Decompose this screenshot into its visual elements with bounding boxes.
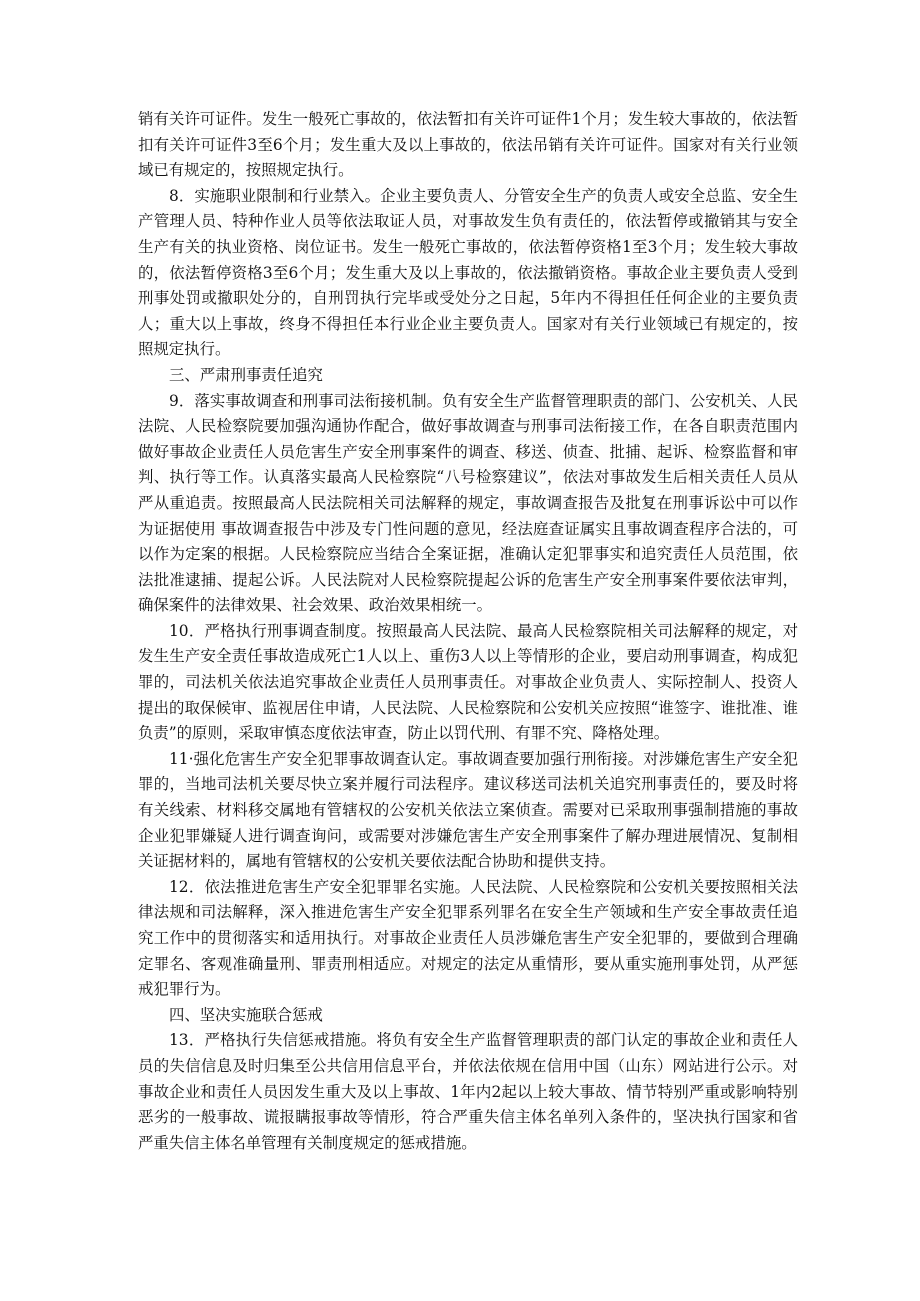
paragraph-license-penalty-continued: 销有关许可证件。发生一般死亡事故的，依法暂扣有关许可证件1个月；发生较大事故的，依法暂扣有关许可证件3至6个月；发生重大及以上事故的，依法吊销有关许可证件。国家对有关行业领域已有规定的，按照规定执行。 [138, 110, 798, 180]
paragraph-13-credit-punishment: 13．严格执行失信惩戒措施。将负有安全生产监督管理职责的部门认定的事故企业和责任人员的失信信息及时归集至公共信用信息平台，并依法依规在信用中国（山东）网站进行公示。对事故企业和责任人员因发生重大及以上事故、1年内2起以上较大事故、情节特别严重或影响特别恶劣的一般事故、谎报瞒报事故等情形，符合严重失信主体名单列入条件的，坚决执行国家和省严重失信主体名单管理有关制度规定的惩戒措施。 [138, 1031, 798, 1152]
paragraph-10-criminal-investigation: 10．严格执行刑事调查制度。按照最高人民法院、最高人民检察院相关司法解释的规定，对发生生产安全责任事故造成死亡1人以上、重伤3人以上等情形的企业，要启动刑事调查，构成犯罪的，司法机关依法追究事故企业责任人员刑事责任。对事故企业负责人、实际控制人、投资人提出的取保候审、监视居住申请，人民法院、人民检察院和公安机关应按照“谁签字、谁批准、谁负责”的原则，采取审慎态度依法审查，防止以罚代刑、有罪不究、降格处理。 [138, 621, 798, 743]
paragraph-11-crime-investigation: 11·强化危害生产安全犯罪事故调查认定。事故调查要加强行刑衔接。对涉嫌危害生产安全犯罪的，当地司法机关要尽快立案并履行司法程序。建议移送司法机关追究刑事责任的，要及时将有关线索、材料移交属地有管辖权的公安机关依法立案侦查。需要对已采取刑事强制措施的事故企业犯罪嫌疑人进行调查询问，或需要对涉嫌危害生产安全刑事案件了解办理进展情况、复制相关证据材料的，属地有管辖权的公安机关要依法配合协助和提供支持。 [138, 749, 798, 871]
document-body [138, 107, 798, 1156]
paragraph-12-crime-charges: 12．依法推进危害生产安全犯罪罪名实施。人民法院、人民检察院和公安机关要按照相关法律法规和司法解释，深入推进危害生产安全犯罪系列罪名在安全生产领域和生产安全事故责任追究工作中的贯彻落实和适用执行。对事故企业责任人员涉嫌危害生产安全犯罪的，要做到合理确定罪名、客观准确量刑、罪责刑相适应。对规定的法定从重情形，要从重实施刑事处罚，从严惩戒犯罪行为。 [138, 877, 798, 999]
section-heading-criminal-liability: 三、严肃刑事责任追究 [169, 365, 323, 384]
paragraph-8-occupational-restriction: 8．实施职业限制和行业禁入。企业主要负责人、分管安全生产的负责人或安全总监、安全生产管理人员、特种作业人员等依法取证人员，对事故发生负有责任的，依法暂停或撤销其与安全生产有关的执业资格、岗位证书。发生一般死亡事故的，依法暂停资格1至3个月；发生较大事故的，依法暂停资格3至6个月；发生重大及以上事故的，依法撤销资格。事故企业主要负责人受到刑事处罚或撤职处分的，自刑罚执行完毕或受处分之日起，5年内不得担任任何企业的主要负责人；重大以上事故，终身不得担任本行业企业主要负责人。国家对有关行业领域已有规定的，按照规定执行。 [138, 186, 798, 359]
paragraph-9-investigation-judicial-link: 9．落实事故调查和刑事司法衔接机制。负有安全生产监督管理职责的部门、公安机关、人民法院、人民检察院要加强沟通协作配合，做好事故调查与刑事司法衔接工作，在各自职责范围内做好事故企业责任人员危害生产安全刑事案件的调查、移送、侦查、批捕、起诉、检察监督和审判、执行等工作。认真落实最高人民检察院“八号检察建议”，依法对事故发生后相关责任人员从严从重追责。按照最高人民法院相关司法解释的规定，事故调查报告及批复在刑事诉讼中可以作为证据使用 事故调查报告中涉及专门性问题的意见，经法庭查证属实且事故调查程序合法的，可以作为定案的根据。人民检察院应当结合全案证据，准确认定犯罪事实和追究责任人员范围，依法批准逮捕、提起公诉。人民法院对人民检察院提起公诉的危害生产安全刑事案件要依法审判，确保案件的法律效果、社会效果、政治效果相统一。 [138, 391, 798, 615]
section-heading-joint-punishment: 四、坚决实施联合惩戒 [169, 1005, 323, 1024]
